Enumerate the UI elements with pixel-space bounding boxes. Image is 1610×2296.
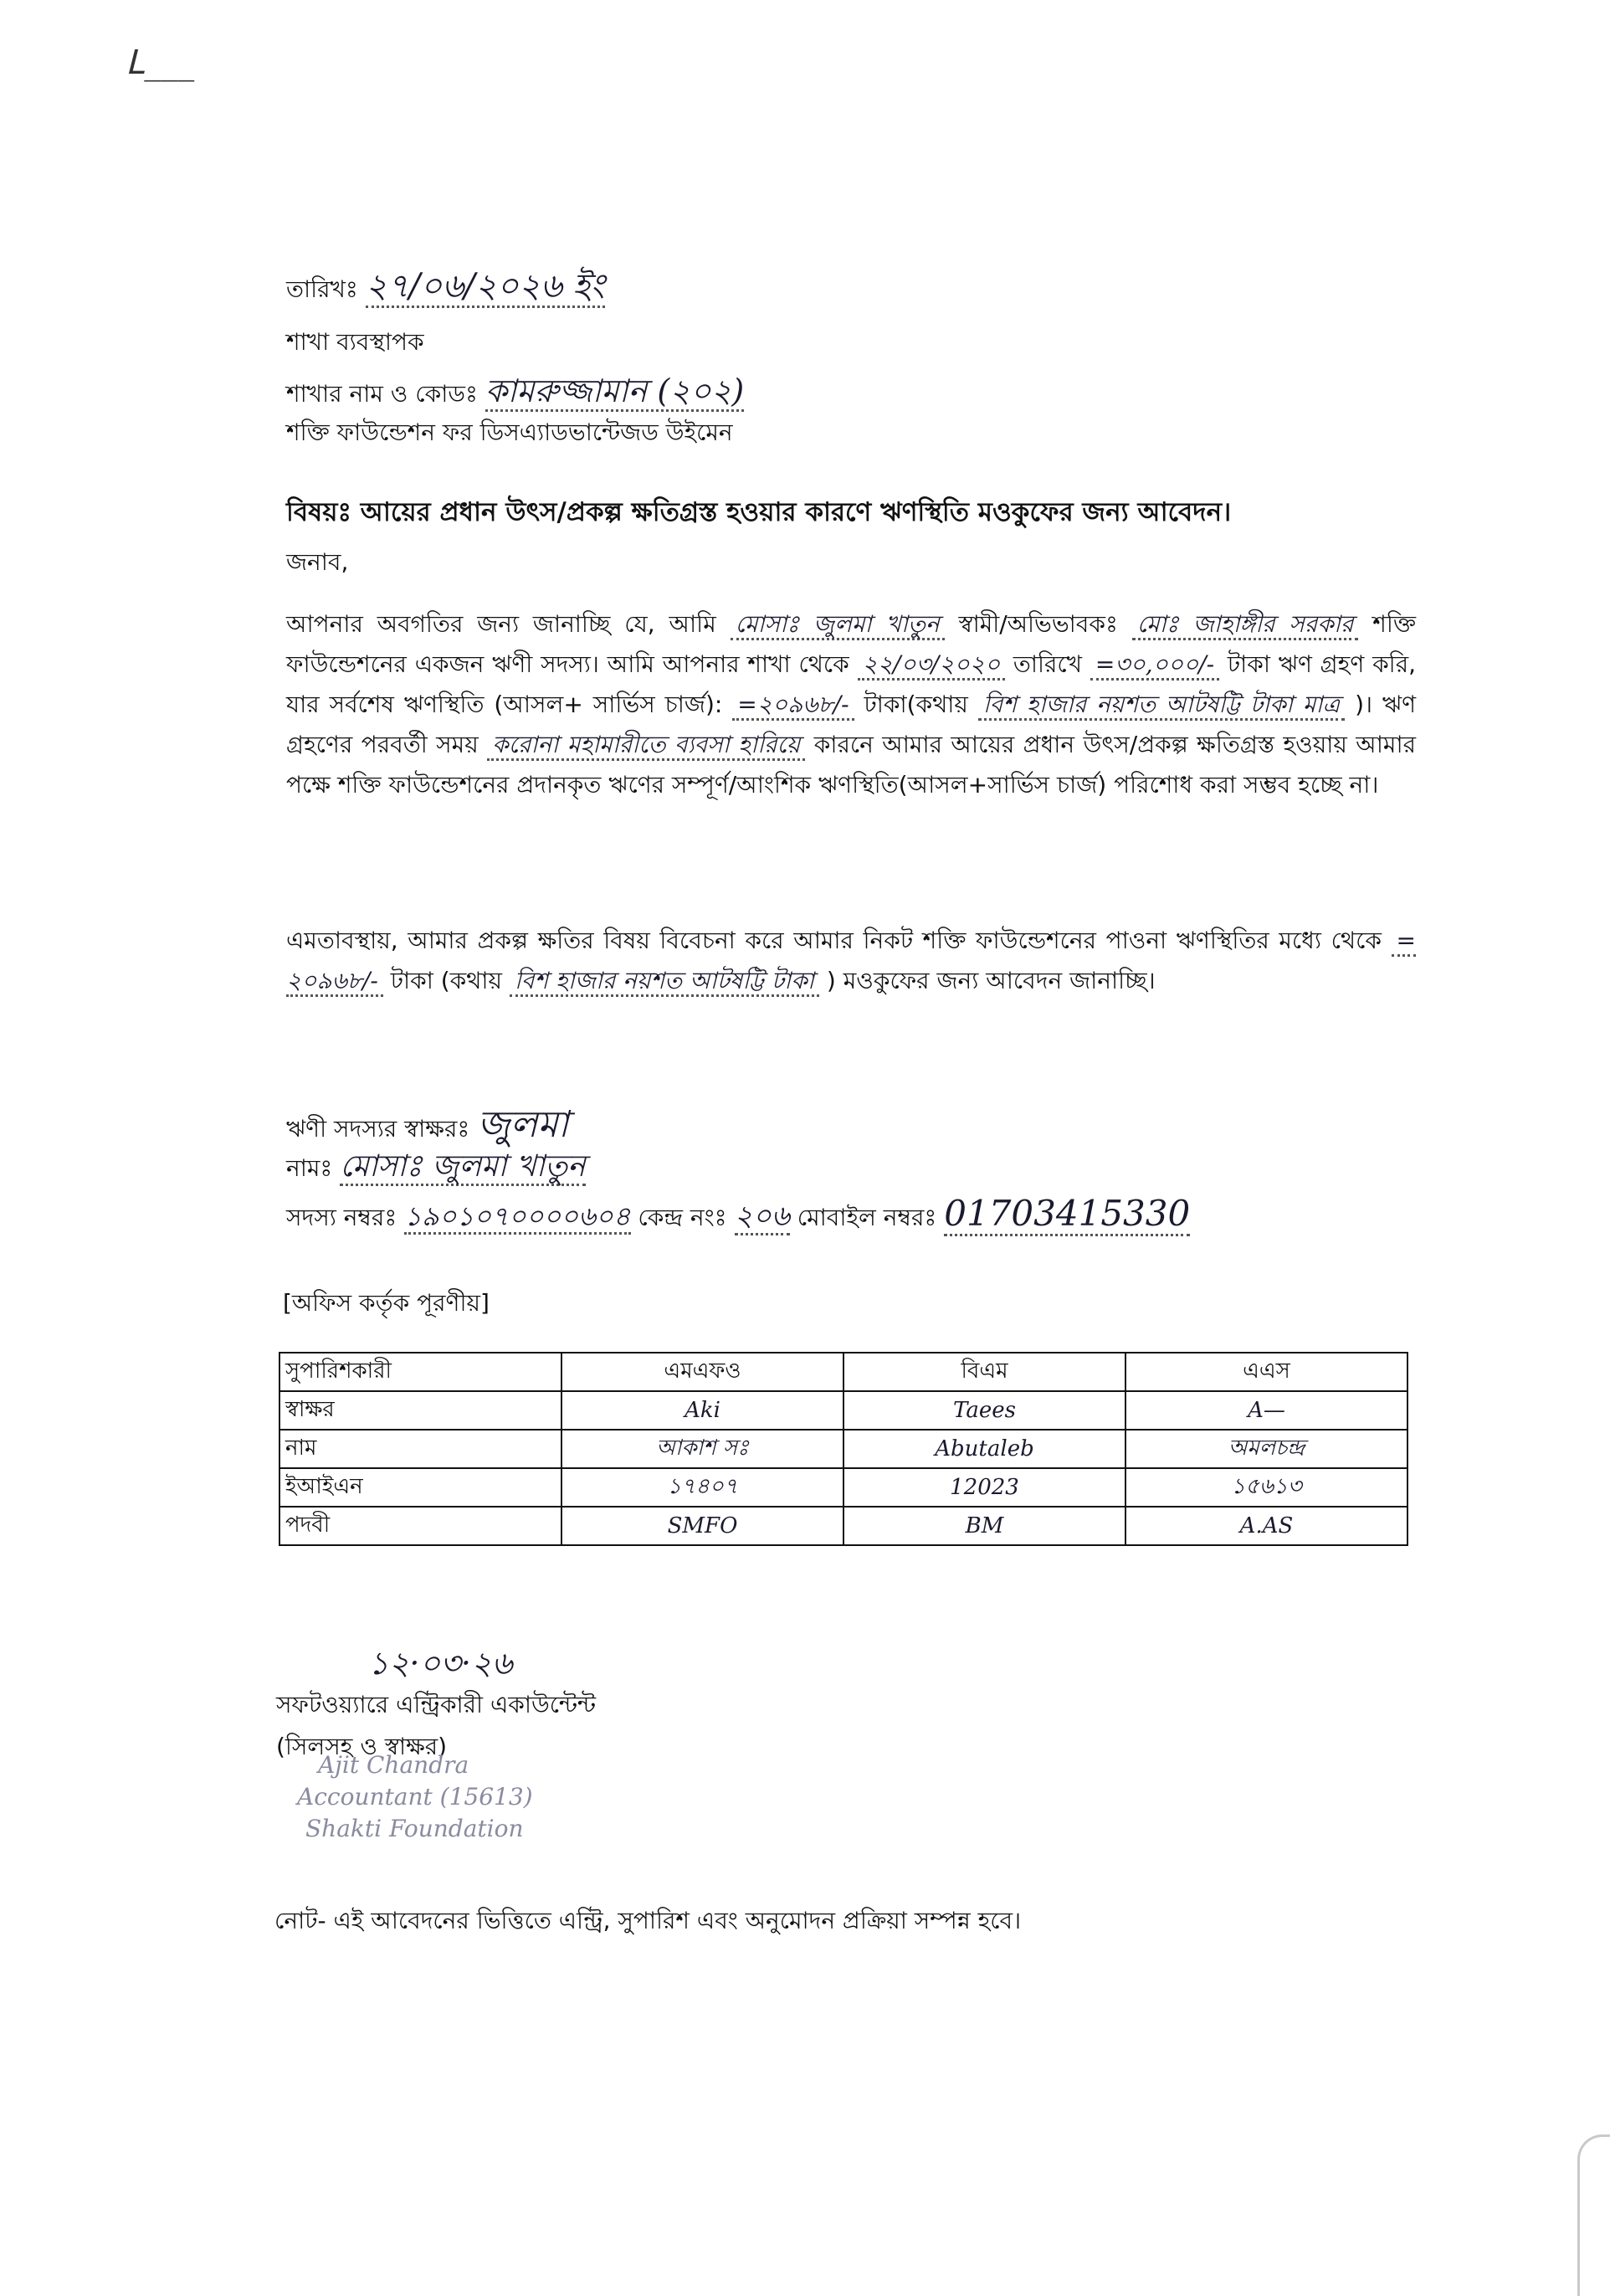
table-cell: স্বাক্ষর	[279, 1391, 561, 1430]
recipient-title: শাখা ব্যবস্থাপক	[286, 328, 424, 356]
member-id-row	[286, 1193, 1190, 1235]
table-row	[279, 1507, 1407, 1545]
center-number: ২০৬	[735, 1199, 790, 1235]
table-row	[279, 1468, 1407, 1507]
member-signature: জুলমা	[477, 1103, 569, 1146]
applicant-name: মোসাঃ জুলমা খাতুন	[731, 610, 945, 640]
guardian-name: মোঃ জাহাঙ্গীর সরকার	[1132, 610, 1359, 640]
table-cell: A.AS	[1125, 1507, 1407, 1545]
loss-cause: করোনা মহামারীতে ব্যবসা হারিয়ে	[487, 731, 805, 761]
table-cell: 12023	[843, 1468, 1125, 1507]
table-cell: Taees	[843, 1391, 1125, 1430]
mobile-label: মোবাইল নম্বরঃ	[797, 1204, 937, 1231]
table-cell: Aki	[561, 1391, 843, 1430]
table-cell: Abutaleb	[843, 1430, 1125, 1468]
table-cell: বিএম	[843, 1353, 1125, 1391]
table-cell: নাম	[279, 1430, 561, 1468]
waiver-amount: = ২০৯৬৮/-	[286, 927, 1416, 997]
loan-amount: =৩০,০০০/-	[1090, 650, 1219, 681]
member-id-label: সদস্য নম্বরঃ	[286, 1204, 397, 1231]
corner-scribble: ᒪ___	[126, 44, 195, 82]
branch-row	[286, 372, 744, 411]
page-edge-shadow	[1577, 2134, 1610, 2296]
date-row	[286, 266, 605, 306]
office-use-table	[279, 1352, 1408, 1546]
seal-organization: Shakti Foundation	[305, 1815, 524, 1842]
footer-note: নোট- এই আবেদনের ভিত্তিতে এন্ট্রি, সুপারিশ এবং অনুমোদন প্রক্রিয়া সম্পন্ন হবে।	[274, 1907, 1022, 1934]
member-signature-label: ঋণী সদস্যর স্বাক্ষরঃ	[286, 1115, 470, 1143]
table-row	[279, 1430, 1407, 1468]
member-name-row	[286, 1148, 586, 1184]
branch-value: কামরুজ্জামান (২০২)	[485, 372, 744, 412]
organization-name: শক্তি ফাউন্ডেশন ফর ডিসএ্যাডভান্টেজড উইমেন	[286, 419, 733, 446]
accountant-title: সফটওয়্যারে এন্ট্রিকারী একাউন্টেন্ট	[276, 1691, 597, 1718]
center-label: কেন্দ্র নংঃ	[638, 1204, 727, 1231]
loan-date: ২২/০৩/২০২০	[858, 650, 1006, 681]
subject-line: বিষয়ঃ আয়ের প্রধান উৎস/প্রকল্প ক্ষতিগ্রস্ত হওয়ার কারণে ঋণস্থিতি মওকুফের জন্য আবেদন।	[286, 497, 1232, 527]
seal-designation: Accountant (15613)	[297, 1783, 533, 1811]
outstanding-balance: =২০৯৬৮/-	[732, 691, 854, 721]
table-cell: BM	[843, 1507, 1125, 1545]
salutation: জনাব,	[286, 548, 349, 576]
table-cell: এমএফও	[561, 1353, 843, 1391]
table-cell: পদবী	[279, 1507, 561, 1545]
member-id: ১৯০১০৭০০০০৬০৪	[404, 1200, 630, 1235]
table-cell: A—	[1125, 1391, 1407, 1430]
balance-in-words: বিশ হাজার নয়শত আটষট্টি টাকা মাত্র	[978, 691, 1345, 721]
table-cell: অমলচন্দ্র	[1125, 1430, 1407, 1468]
table-cell: ১৭৪০৭	[561, 1468, 843, 1507]
branch-label: শাখার নাম ও কোডঃ	[286, 380, 478, 408]
table-cell: SMFO	[561, 1507, 843, 1545]
member-name: মোসাঃ জুলমা খাতুন	[340, 1149, 585, 1186]
table-cell: ১৫৬১৩	[1125, 1468, 1407, 1507]
application-paragraph-2: এমতাবস্থায়, আমার প্রকল্প ক্ষতির বিষয় বিবেচনা করে আমার নিকট শক্তি ফাউন্ডেশনের পাওনা ঋণস্থিতির মধ্যে থেকে = ২০৯৬৮/- টাকা (কথায় বিশ হাজার নয়শত আটষট্টি টাকা ) মওকুফের জন্য আবেদন জানাচ্ছি।	[286, 921, 1416, 1001]
table-cell: ইআইএন	[279, 1468, 561, 1507]
member-name-label: নামঃ	[286, 1154, 333, 1182]
table-cell: আকাশ সঃ	[561, 1430, 843, 1468]
member-signature-row	[286, 1103, 569, 1148]
mobile-number: 01703415330	[944, 1193, 1190, 1236]
accountant-seal-note: (সিলসহ ও স্বাক্ষর)	[276, 1733, 448, 1760]
date-label: তারিখঃ	[286, 275, 358, 303]
accountant-signature-date: ১২·০৩·২৬	[368, 1645, 513, 1682]
table-row	[279, 1391, 1407, 1430]
waiver-amount-words: বিশ হাজার নয়শত আটষট্টি টাকা	[510, 967, 819, 997]
date-value: ২৭/০৬/২০২৬ ইং	[366, 267, 605, 308]
seal-name: Ajit Chandra	[318, 1751, 469, 1779]
office-use-heading: [অফিস কর্তৃক পূরণীয়]	[283, 1289, 490, 1317]
table-header-row	[279, 1353, 1407, 1391]
application-paragraph-1: আপনার অবগতির জন্য জানাচ্ছি যে, আমি মোসাঃ জুলমা খাতুন স্বামী/অভিভাবকঃ মোঃ জাহাঙ্গীর সরকার শক্তি ফাউন্ডেশনের একজন ঋণী সদস্য। আমি আপনার শাখা থেকে ২২/০৩/২০২০ তারিখে =৩০,০০০/- টাকা ঋণ গ্রহণ করি, যার সর্বশেষ ঋণস্থিতি (আসল+ সার্ভিস চার্জ): =২০৯৬৮/- টাকা(কথায় বিশ হাজার নয়শত আটষট্টি টাকা মাত্র )। ঋণ গ্রহণের পরবর্তী সময় করোনা মহামারীতে ব্যবসা হারিয়ে কারনে আমার আয়ের প্রধান উৎস/প্রকল্প ক্ষতিগ্রস্ত হওয়ায় আমার পক্ষে শক্তি ফাউন্ডেশনের প্রদানকৃত ঋণের সম্পূর্ণ/আংশিক ঋণস্থিতি(আসল+সার্ভিস চার্জ) পরিশোধ করা সম্ভব হচ্ছে না।	[286, 610, 1417, 799]
table-cell: এএস	[1125, 1353, 1407, 1391]
table-cell: সুপারিশকারী	[279, 1353, 561, 1391]
